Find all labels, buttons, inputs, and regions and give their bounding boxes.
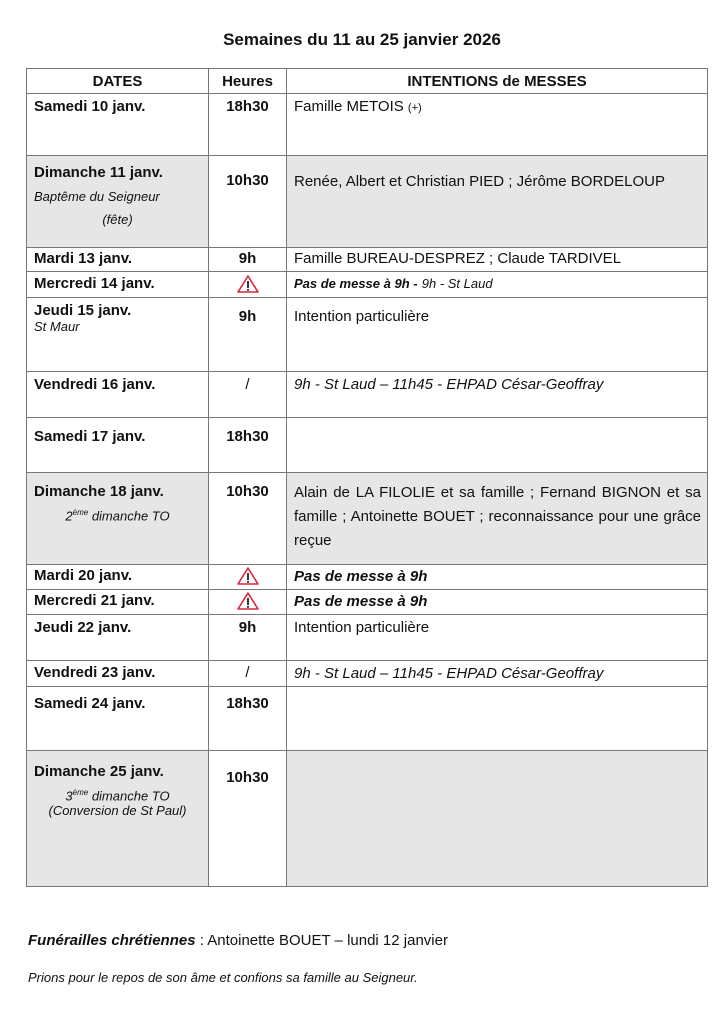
table-row [27,615,708,661]
hour-cell [209,272,287,298]
mass-schedule-table [26,68,708,887]
funerals-text: Antoinette BOUET – lundi 12 janvier [207,932,448,949]
ordinal-number: 2 [65,508,73,524]
date-cell [27,94,209,156]
warning-triangle-icon [237,275,259,293]
page-title: Semaines du 11 au 25 janvier 2026 [223,30,501,49]
feast-note: (Conversion de St Paul) [48,803,187,819]
hour-cell: 9h [209,248,287,272]
hour-cell: 18h30 [209,418,287,473]
liturgical-label [34,508,208,523]
no-mass-notice: Pas de messe à 9h - [294,276,418,291]
table-header-row [27,69,708,94]
intention-cell [287,272,708,298]
intention-cell: Intention particulière [287,615,708,661]
hour-cell: 18h30 [209,94,287,156]
intention-cell: Alain de LA FILOLIE et sa famille ; Fernand BIGNON et sa famille ; Antoinette BOUET ; reconnaissance pour une grâce reçue [287,473,708,565]
intention-text: Famille METOIS [294,98,404,115]
liturgical-text: dimanche TO [91,508,170,524]
date-cell: Mardi 20 janv. [27,565,209,590]
intention-cell [287,418,708,473]
hour-cell: 9h [209,615,287,661]
alt-mass-info: 9h - St Laud [421,276,493,291]
header-hours: Heures [209,69,287,94]
table-row [27,473,708,565]
table-row [27,590,708,615]
date-cell [27,751,209,887]
date-label: Samedi 10 janv. [34,98,146,115]
table-row [27,751,708,887]
hour-cell: / [209,661,287,687]
table-row [27,418,708,473]
intention-cell: Renée, Albert et Christian PIED ; Jérôme BORDELOUP [287,156,708,248]
date-cell: Jeudi 22 janv. [27,615,209,661]
hour-cell [209,590,287,615]
hour-cell: 18h30 [209,687,287,751]
intention-cell: Pas de messe à 9h [287,565,708,590]
table-row [27,687,708,751]
funerals-label: Funérailles chrétiennes [28,932,196,949]
intention-cell [287,751,708,887]
intention-cell: 9h - St Laud – 11h45 - EHPAD César-Geoffray [287,372,708,418]
hour-cell: 10h30 [209,751,287,887]
warning-triangle-icon [237,567,259,585]
saint-label: St Maur [34,319,80,334]
date-label: Dimanche 25 janv. [34,763,164,780]
liturgical-text: dimanche TO [91,788,170,804]
intention-cell: Famille BUREAU-DESPREZ ; Claude TARDIVEL [287,248,708,272]
hour-cell: 9h [209,298,287,372]
ordinal-number: 3 [65,788,73,804]
date-cell: Samedi 24 janv. [27,687,209,751]
table-row [27,94,708,156]
intention-cell [287,687,708,751]
date-cell [27,473,209,565]
liturgical-label [34,788,208,803]
feast-note: (fête) [102,212,133,227]
header-dates: DATES [27,69,209,94]
hour-cell: 10h30 [209,156,287,248]
hour-cell: 10h30 [209,473,287,565]
date-cell: Vendredi 16 janv. [27,372,209,418]
deceased-mark: (+) [407,102,422,114]
table-row [27,661,708,687]
table-row [27,272,708,298]
intention-cell: Intention particulière [287,298,708,372]
warning-triangle-icon [237,592,259,610]
table-row [27,248,708,272]
date-cell: Mardi 13 janv. [27,248,209,272]
table-row [27,156,708,248]
date-cell [27,298,209,372]
table-row [27,298,708,372]
table-row [27,565,708,590]
date-label: Dimanche 11 janv. [34,164,163,181]
header-intentions: INTENTIONS de MESSES [287,69,708,94]
date-label: Jeudi 15 janv. [34,302,132,319]
intention-cell: 9h - St Laud – 11h45 - EHPAD César-Geoffray [287,661,708,687]
hour-cell: / [209,372,287,418]
feast-label: Baptême du Seigneur [34,189,160,204]
funerals-separator: : [195,932,208,949]
ordinal-suffix: ème [72,788,89,797]
intention-cell [287,94,708,156]
date-label: Dimanche 18 janv. [34,483,164,500]
hour-cell [209,565,287,590]
ordinal-suffix: ème [72,508,89,517]
table-row [27,372,708,418]
date-cell: Mercredi 14 janv. [27,272,209,298]
date-cell [27,156,209,248]
prayer-text: Prions pour le repos de son âme et confions sa famille au Seigneur. [28,970,418,985]
date-cell: Samedi 17 janv. [27,418,209,473]
date-cell: Vendredi 23 janv. [27,661,209,687]
funerals-notice [28,932,448,949]
date-cell: Mercredi 21 janv. [27,590,209,615]
intention-cell: Pas de messe à 9h [287,590,708,615]
